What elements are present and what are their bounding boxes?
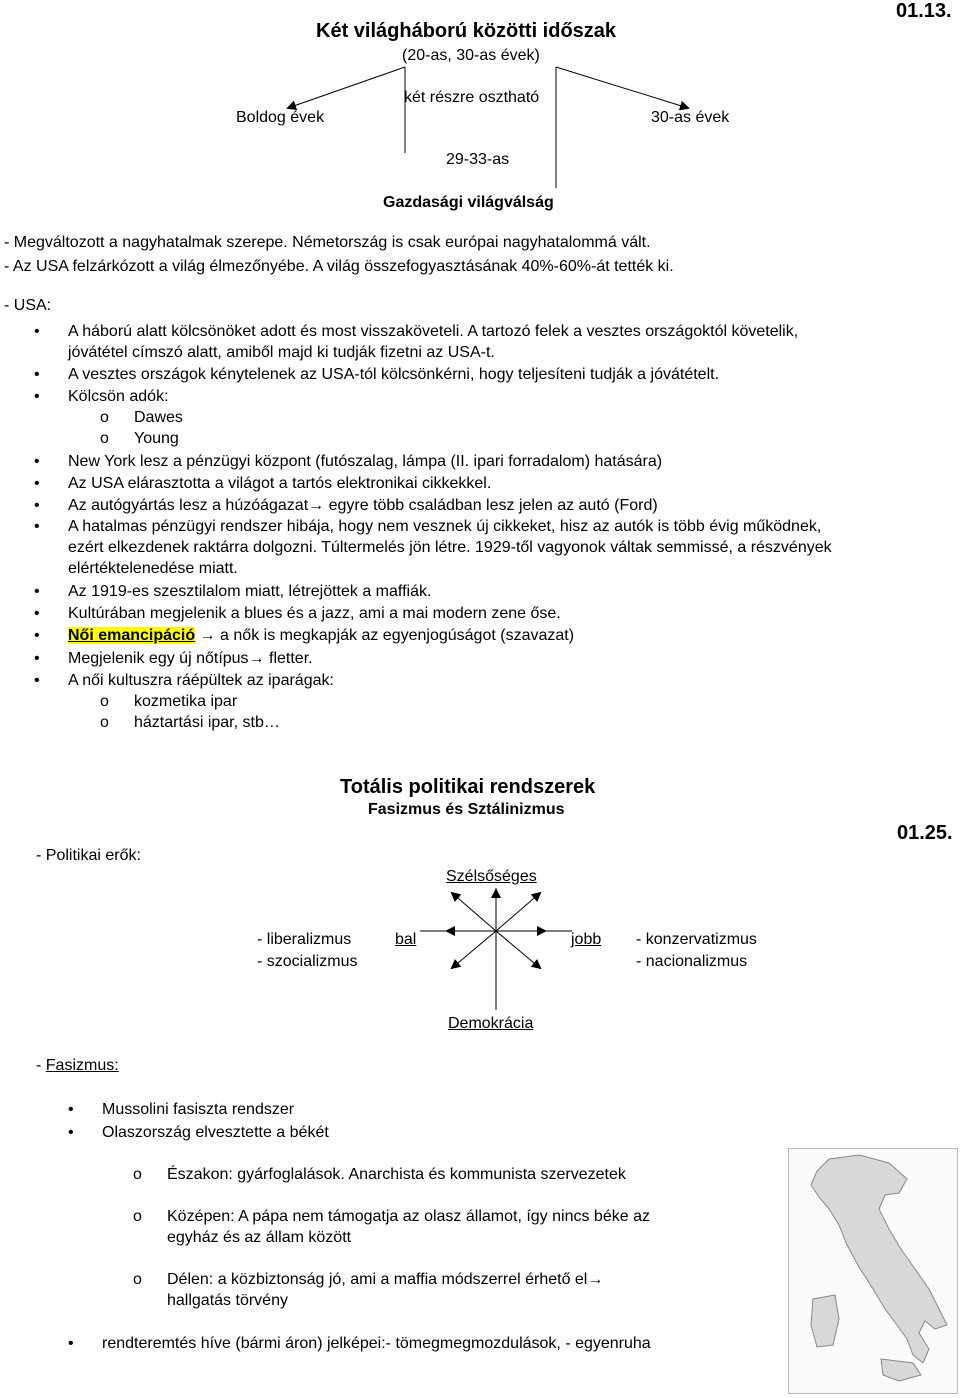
crisis-label: Gazdasági világválság [383, 194, 554, 211]
list-item: • Női emancipáció → a nők is megkapják az egyenjogúságot (szavazat) [68, 625, 574, 646]
list-item: • A női kultuszra ráépültek az iparágak: [68, 670, 334, 691]
list-item: • A vesztes országok kénytelenek az USA-tól kölcsönkérni, hogy teljesíteni tudják a jóvátételt. [68, 364, 719, 385]
split-note: két részre osztható [404, 89, 540, 106]
left-branch-label: Boldog évek [236, 109, 325, 126]
right-branch-label: 30-as évek [651, 109, 730, 126]
industry-item: o háztartási ipar, stb… [134, 712, 280, 733]
right-item: - konzervatizmus [636, 931, 757, 948]
region-item-cont: hallgatás törvény [167, 1292, 288, 1309]
bottom-label: Demokrácia [448, 1015, 534, 1032]
arrow-right [556, 67, 688, 108]
fascism-item: • Mussolini fasiszta rendszer [102, 1099, 294, 1120]
region-item: o Délen: a közbiztonság jó, ami a maffia módszerrel érhető el→ [167, 1269, 603, 1290]
list-item: • Az USA elárasztotta a világot a tartós elektronikai cikkekkel. [68, 473, 491, 494]
region-item-cont: egyház és az állam között [167, 1229, 352, 1246]
top-label: Szélsőséges [446, 868, 537, 885]
lender-item: o Young [134, 428, 179, 449]
list-item: • Az 1919-es szesztilalom miatt, létrejöttek a maffiák. [68, 581, 431, 602]
date-label: 01.13. [896, 0, 952, 22]
italy-map-image [788, 1148, 958, 1394]
date-label-2: 01.25. [897, 822, 953, 844]
region-item: o Északon: gyárfoglalások. Anarchista és kommunista szervezetek [167, 1164, 626, 1185]
intro-line-1: - Megváltozott a nagyhatalmak szerepe. Németország is csak európai nagyhatalommá vált. [4, 234, 651, 251]
list-item-cont: ezért elkezdenek raktárra dolgozni. Túltermelés jön létre. 1929-től vagyonok váltak semmissé, a részvények [68, 539, 832, 556]
left-label: bal [395, 931, 417, 948]
page-title: Két világháború közötti időszak [316, 20, 617, 42]
list-item-cont: jóvátétel címszó alatt, amiből majd ki tudják fizetni az USA-t. [68, 344, 495, 361]
arrow-left [288, 67, 405, 108]
section-subtitle: Fasizmus és Sztálinizmus [368, 801, 565, 818]
fascism-item: • Olaszország elvesztette a békét [102, 1122, 329, 1143]
list-item: • Az autógyártás lesz a húzóágazat→ egyre több családban lesz jelen az autó (Ford) [68, 495, 658, 516]
intro-line-2: - Az USA felzárkózott a világ élmezőnyébe. A világ összefogyasztásának 40%-60%-át tették ki. [4, 258, 674, 275]
usa-heading: - USA: [4, 297, 52, 314]
region-item: o Középen: A pápa nem támogatja az olasz államot, így nincs béke az [167, 1206, 650, 1227]
right-item: - nacionalizmus [636, 953, 748, 970]
emancipation-highlight: Női emancipáció [68, 627, 196, 644]
middle-years-label: 29-33-as [446, 151, 510, 168]
list-item-cont: elértéktelenedése miatt. [68, 560, 238, 577]
subtitle: (20-as, 30-as évek) [402, 47, 540, 64]
lender-item: o Dawes [134, 407, 183, 428]
forces-label: - Politikai erők: [36, 847, 141, 864]
industry-item: o kozmetika ipar [134, 691, 237, 712]
right-label: jobb [571, 931, 602, 948]
list-item: • New York lesz a pénzügyi központ (futószalag, lámpa (II. ipari forradalom) hatására) [68, 451, 662, 472]
fascism-heading: - Fasizmus: [36, 1057, 119, 1074]
left-item: - liberalizmus [257, 931, 352, 948]
fascism-item: • rendteremtés híve (bármi áron) jelképei:- tömegmegmozdulások, - egyenruha [102, 1333, 651, 1354]
section-title: Totális politikai rendszerek [340, 776, 596, 798]
list-item: • Kultúrában megjelenik a blues és a jazz, ami a mai modern zene őse. [68, 603, 561, 624]
left-item: - szocializmus [257, 953, 358, 970]
italy-map-icon [789, 1149, 957, 1393]
list-item: • Megjelenik egy új nőtípus→ fletter. [68, 648, 313, 669]
list-item: • Kölcsön adók: [68, 386, 169, 407]
list-item: • A hatalmas pénzügyi rendszer hibája, hogy nem vesznek új cikkeket, hisz az autók is több évig működnek, [68, 516, 821, 537]
list-item: • A háború alatt kölcsönöket adott és most visszaköveteli. A tartozó felek a vesztes országoktól követelik, [68, 321, 798, 342]
